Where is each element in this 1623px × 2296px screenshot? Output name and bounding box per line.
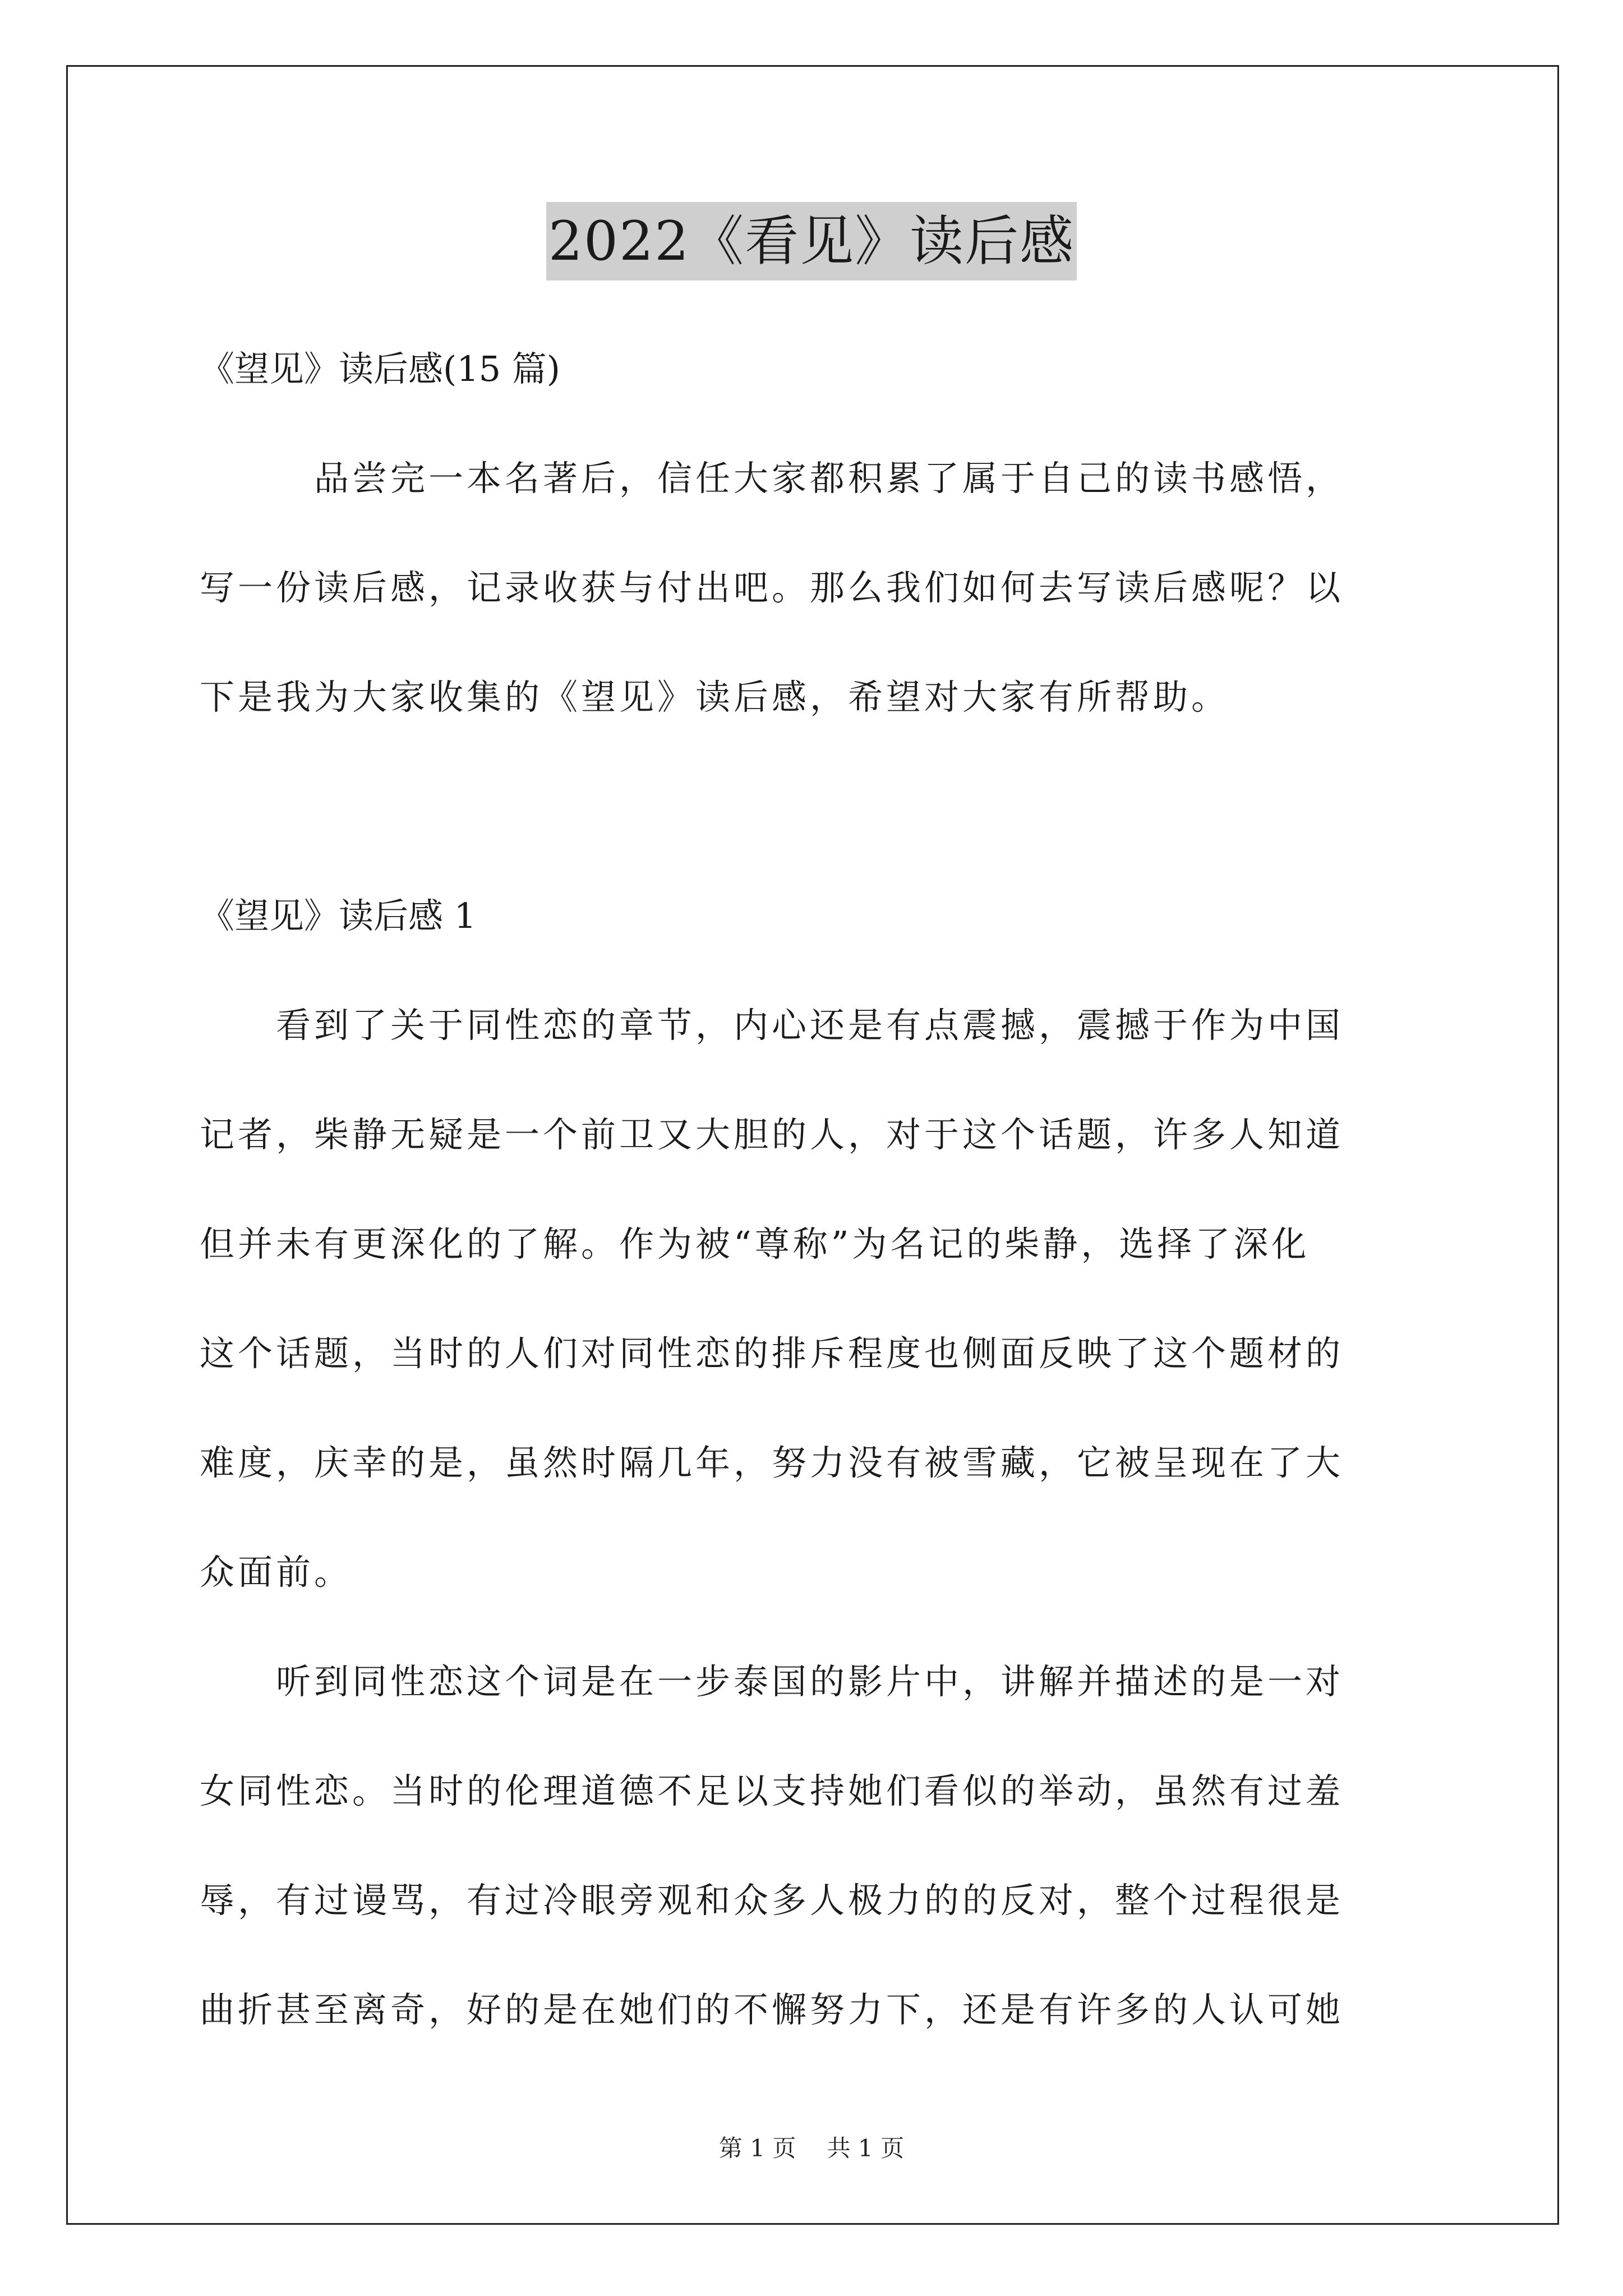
section-heading: 《望见》读后感 1 bbox=[200, 895, 477, 936]
paragraph-line: 记者，柴静无疑是一个前卫又大胆的人，对于这个话题，许多人知道 bbox=[200, 1114, 1344, 1155]
document-subtitle: 《望见》读后感(15 篇) bbox=[200, 348, 560, 389]
intro-paragraph bbox=[200, 424, 1445, 752]
document-body bbox=[200, 314, 1445, 2064]
intro-line: 品尝完一本名著后，信任大家都积累了属于自己的读书感悟， bbox=[200, 458, 1344, 499]
intro-line: 写一份读后感，记录收获与付出吧。那么我们如何去写读后感呢？以 bbox=[200, 567, 1344, 608]
paragraph-line: 但并未有更深化的了解。作为被“尊称”为名记的柴静，选择了深化 bbox=[200, 1223, 1310, 1264]
blank-spacer bbox=[200, 752, 1445, 861]
paragraph-line: 曲折甚至离奇，好的是在她们的不懈努力下，还是有许多的人认可她 bbox=[200, 1989, 1344, 2030]
page-footer: 第 1 页 共 1 页 bbox=[718, 2134, 905, 2162]
paragraph-line: 众面前。 bbox=[200, 1552, 353, 1593]
paragraph-line: 女同性恋。当时的伦理道德不足以支持她们看似的举动，虽然有过羞 bbox=[200, 1770, 1344, 1811]
intro-line: 下是我为大家收集的《望见》读后感，希望对大家有所帮助。 bbox=[200, 677, 1230, 717]
paragraph-1 bbox=[200, 970, 1445, 1627]
paragraph-line: 看到了关于同性恋的章节，内心还是有点震撼，震撼于作为中国 bbox=[200, 1005, 1344, 1046]
paragraph-line: 辱，有过谩骂，有过冷眼旁观和众多人极力的的反对，整个过程很是 bbox=[200, 1880, 1344, 1921]
paragraph-2 bbox=[200, 1627, 1445, 2064]
paragraph-line: 听到同性恋这个词是在一步泰国的影片中，讲解并描述的是一对 bbox=[200, 1661, 1344, 1702]
document-title: 2022《看见》读后感 bbox=[546, 202, 1077, 280]
paragraph-line: 这个话题，当时的人们对同性恋的排斥程度也侧面反映了这个题材的 bbox=[200, 1333, 1344, 1374]
paragraph-line: 难度，庆幸的是，虽然时隔几年，努力没有被雪藏，它被呈现在了大 bbox=[200, 1442, 1344, 1483]
title-container bbox=[0, 202, 1623, 280]
